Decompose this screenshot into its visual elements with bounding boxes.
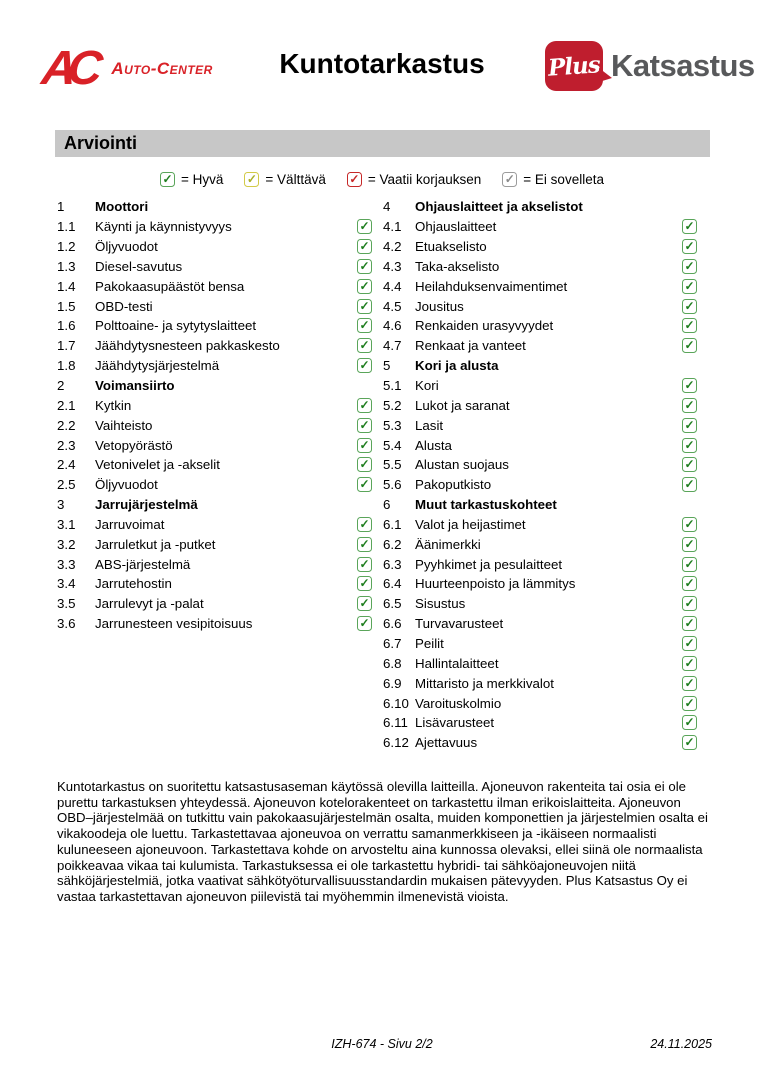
- item-number: 2.4: [57, 457, 76, 473]
- check-icon: ✓: [684, 616, 695, 631]
- item-label: ABS-järjestelmä: [95, 556, 191, 572]
- item-label: Jarruletkut ja -putket: [95, 536, 216, 552]
- checklist-item-row: [383, 634, 697, 654]
- item-number: 3.2: [57, 536, 76, 552]
- item-label: Jarruvoimat: [95, 516, 165, 532]
- item-number: 6.1: [383, 516, 402, 532]
- check-icon: ✓: [684, 219, 695, 234]
- check-icon: ✓: [684, 635, 695, 650]
- status-checkbox-good: [357, 398, 372, 413]
- checklist-item-row: [57, 574, 372, 594]
- section-header-row: [383, 356, 697, 376]
- status-checkbox-good: [357, 537, 372, 552]
- item-label: Jäähdytysnesteen pakkaskesto: [95, 338, 280, 354]
- item-label: Vaihteisto: [95, 417, 153, 433]
- status-checkbox-good: [357, 239, 372, 254]
- status-checkbox-good: [682, 279, 697, 294]
- checklist-item-row: [57, 475, 372, 495]
- section-header-row: [57, 376, 372, 396]
- check-icon: ✓: [684, 576, 695, 591]
- checklist-item-row: [383, 515, 697, 535]
- checklist-column-right: [383, 197, 697, 753]
- status-checkbox-good: [682, 259, 697, 274]
- status-checkbox-good: [682, 299, 697, 314]
- item-label: Kori: [415, 378, 439, 394]
- item-label: OBD-testi: [95, 298, 153, 314]
- checklist-item-row: [383, 554, 697, 574]
- item-number: 3.4: [57, 576, 76, 592]
- checklist-item-row: [57, 237, 372, 257]
- item-number: 5.6: [383, 477, 402, 493]
- checklist-item-row: [383, 693, 697, 713]
- item-label: Jousitus: [415, 298, 464, 314]
- checklist-item-row: [57, 594, 372, 614]
- item-label: Renkaiden urasyvyydet: [415, 318, 554, 334]
- check-icon: ✓: [684, 735, 695, 750]
- check-icon: ✓: [349, 171, 360, 186]
- checklist-item-row: [383, 276, 697, 296]
- check-icon: ✓: [684, 655, 695, 670]
- item-label: Turvavarusteet: [415, 616, 504, 632]
- check-icon: ✓: [359, 437, 370, 452]
- item-label: Moottori: [95, 199, 149, 215]
- check-icon: ✓: [359, 596, 370, 611]
- checklist-item-row: [383, 415, 697, 435]
- check-icon: ✓: [359, 556, 370, 571]
- status-checkbox-good: [357, 596, 372, 611]
- check-icon: ✓: [359, 576, 370, 591]
- section-header-row: [57, 495, 372, 515]
- item-label: Heilahduksenvaimentimet: [415, 278, 568, 294]
- checklist-item-row: [383, 713, 697, 733]
- status-checkbox-good: [357, 219, 372, 234]
- item-label: Huurteenpoisto ja lämmitys: [415, 576, 576, 592]
- check-icon: ✓: [684, 596, 695, 611]
- checklist-item-row: [383, 217, 697, 237]
- check-icon: ✓: [684, 397, 695, 412]
- status-checkbox-good: [357, 318, 372, 333]
- checklist-item-row: [57, 395, 372, 415]
- checklist-item-row: [383, 296, 697, 316]
- check-icon: ✓: [504, 171, 515, 186]
- item-label: Renkaat ja vanteet: [415, 338, 526, 354]
- status-checkbox-good: [682, 338, 697, 353]
- checklist-item-row: [383, 435, 697, 455]
- item-label: Ajettavuus: [415, 735, 478, 751]
- item-label: Taka-akselisto: [415, 258, 500, 274]
- plus-badge-text: Plus: [547, 50, 601, 82]
- check-icon: ✓: [359, 457, 370, 472]
- status-checkbox-good: [682, 557, 697, 572]
- status-checkbox-good: [682, 239, 697, 254]
- checklist-item-row: [57, 356, 372, 376]
- status-checkbox-good: [682, 418, 697, 433]
- status-checkbox-good: [682, 596, 697, 611]
- status-checkbox-good: [682, 656, 697, 671]
- item-label: Varoituskolmio: [415, 695, 502, 711]
- item-number: 3: [57, 497, 65, 513]
- checklist-column-left: [57, 197, 372, 634]
- item-number: 2.1: [57, 397, 76, 413]
- item-label: Etuakselisto: [415, 239, 487, 255]
- status-checkbox-na: [502, 172, 517, 187]
- check-icon: ✓: [359, 516, 370, 531]
- item-number: 4: [383, 199, 391, 215]
- section-header-row: [383, 197, 697, 217]
- item-number: 2: [57, 378, 65, 394]
- check-icon: ✓: [359, 298, 370, 313]
- check-icon: ✓: [684, 695, 695, 710]
- item-number: 2.5: [57, 477, 76, 493]
- status-checkbox-good: [357, 259, 372, 274]
- item-number: 1: [57, 199, 65, 215]
- check-icon: ✓: [246, 171, 257, 186]
- item-label: Vetonivelet ja -akselit: [95, 457, 220, 473]
- item-label: Lisävarusteet: [415, 715, 495, 731]
- item-label: Jäähdytysjärjestelmä: [95, 358, 220, 374]
- item-label: Jarrujärjestelmä: [95, 497, 198, 513]
- check-icon: ✓: [684, 338, 695, 353]
- speech-tail-icon: [599, 68, 612, 82]
- status-checkbox-good: [357, 517, 372, 532]
- status-checkbox-good: [160, 172, 175, 187]
- item-number: 6.7: [383, 635, 402, 651]
- status-checkbox-good: [357, 616, 372, 631]
- item-number: 6.3: [383, 556, 402, 572]
- status-checkbox-good: [682, 378, 697, 393]
- check-icon: ✓: [359, 536, 370, 551]
- checklist-item-row: [383, 455, 697, 475]
- check-icon: ✓: [359, 258, 370, 273]
- item-number: 6.2: [383, 536, 402, 552]
- checklist-item-row: [383, 257, 697, 277]
- document-title: Kuntotarkastus: [279, 48, 485, 79]
- status-checkbox-good: [357, 477, 372, 492]
- checklist-item-row: [57, 296, 372, 316]
- checklist-item-row: [383, 653, 697, 673]
- item-number: 1.1: [57, 219, 76, 235]
- legend-item-repair: [347, 172, 481, 187]
- check-icon: ✓: [684, 675, 695, 690]
- check-icon: ✓: [359, 239, 370, 254]
- item-label: Käynti ja käynnistyvyys: [95, 219, 232, 235]
- check-icon: ✓: [359, 278, 370, 293]
- check-icon: ✓: [684, 417, 695, 432]
- item-label: Diesel-savutus: [95, 258, 183, 274]
- checklist-item-row: [383, 395, 697, 415]
- item-label: Alusta: [415, 437, 452, 453]
- item-number: 4.1: [383, 219, 402, 235]
- item-label: Lasit: [415, 417, 444, 433]
- checklist-item-row: [57, 534, 372, 554]
- check-icon: ✓: [684, 457, 695, 472]
- check-icon: ✓: [359, 318, 370, 333]
- item-number: 5.5: [383, 457, 402, 473]
- item-number: 2.2: [57, 417, 76, 433]
- item-label: Jarrulevyt ja -palat: [95, 596, 204, 612]
- checklist-item-row: [57, 415, 372, 435]
- status-checkbox-good: [357, 299, 372, 314]
- item-number: 4.2: [383, 239, 402, 255]
- check-icon: ✓: [684, 239, 695, 254]
- item-label: Ohjauslaitteet: [415, 219, 497, 235]
- item-number: 2.3: [57, 437, 76, 453]
- item-label: Kori ja alusta: [415, 358, 499, 374]
- legend-label: = Hyvä: [181, 171, 224, 187]
- item-label: Jarrunesteen vesipitoisuus: [95, 616, 253, 632]
- item-label: Polttoaine- ja sytytyslaitteet: [95, 318, 257, 334]
- item-label: Vetopyörästö: [95, 437, 173, 453]
- checklist-item-row: [383, 336, 697, 356]
- status-checkbox-good: [682, 676, 697, 691]
- status-checkbox-good: [682, 318, 697, 333]
- legend-label: = Välttävä: [265, 171, 326, 187]
- checklist-item-row: [57, 257, 372, 277]
- item-number: 3.5: [57, 596, 76, 612]
- checklist-item-row: [383, 673, 697, 693]
- item-number: 1.8: [57, 358, 76, 374]
- checklist-item-row: [383, 475, 697, 495]
- checklist-item-row: [383, 316, 697, 336]
- status-checkbox-good: [682, 696, 697, 711]
- item-number: 1.5: [57, 298, 76, 314]
- item-label: Äänimerkki: [415, 536, 481, 552]
- auto-center-name: Auto-Center: [111, 59, 213, 78]
- item-number: 6.9: [383, 675, 402, 691]
- item-label: Pyyhkimet ja pesulaitteet: [415, 556, 563, 572]
- plus-badge: [545, 41, 603, 91]
- disclaimer-text: Kuntotarkastus on suoritettu katsastusaseman käytössä olevilla laitteilla. Ajoneuvon rakenteita tai osia ei ole purettu tarkastuksen yhteydessä. Ajoneuvon kotelorakenteet on tarkastettu ilman erikoislaitteita. Ajoneuvon OBD–järjestelmää on tutkittu vain pakokaasujärjestelmän osalta, muiden komponettien ja järjestelmien osalta ei vikakoodeja ole luettu. Tarkastettavaa ajoneuvoa on verrattu samanmerkkiseen ja -ikäiseen normaalisti kuluneeseen ajoneuvoon. Tarkastettava kohde on arvosteltu aina kunnossa olevaksi, ellei siinä ole normaalista poikkeavaa vikaa tai kulumista. Tarkastuksessa ei ole tarkastettu hybridi- tai sähköajoneuvojen niitä sähköjärjestelmiä, jotka vaativat sähkötyöturvallisuusstandardin mukaisen pätevyyden. Plus Katsastus Oy ei vastaa tarkastettavan ajoneuvon piilevistä tai myöhemmin ilmenevistä vioista.: [57, 779, 708, 904]
- status-checkbox-good: [682, 616, 697, 631]
- check-icon: ✓: [359, 397, 370, 412]
- status-checkbox-good: [682, 457, 697, 472]
- item-number: 1.3: [57, 258, 76, 274]
- item-number: 6.4: [383, 576, 402, 592]
- item-label: Öljyvuodot: [95, 239, 158, 255]
- status-checkbox-good: [357, 279, 372, 294]
- item-number: 4.3: [383, 258, 402, 274]
- item-number: 4.6: [383, 318, 402, 334]
- item-label: Voimansiirto: [95, 378, 175, 394]
- item-number: 4.7: [383, 338, 402, 354]
- section-header-row: [383, 495, 697, 515]
- check-icon: ✓: [359, 417, 370, 432]
- status-checkbox-good: [357, 457, 372, 472]
- item-number: 5.3: [383, 417, 402, 433]
- item-number: 1.6: [57, 318, 76, 334]
- item-number: 6.5: [383, 596, 402, 612]
- item-label: Hallintalaitteet: [415, 655, 499, 671]
- status-checkbox-good: [357, 438, 372, 453]
- item-number: 4.4: [383, 278, 402, 294]
- status-checkbox-good: [682, 576, 697, 591]
- checklist-item-row: [383, 614, 697, 634]
- check-icon: ✓: [684, 516, 695, 531]
- section-header-arviointi: Arviointi: [55, 130, 710, 157]
- checklist-item-row: [57, 614, 372, 634]
- checklist-item-row: [57, 276, 372, 296]
- item-label: Valot ja heijastimet: [415, 516, 526, 532]
- check-icon: ✓: [684, 318, 695, 333]
- check-icon: ✓: [684, 258, 695, 273]
- item-number: 3.3: [57, 556, 76, 572]
- item-number: 5.2: [383, 397, 402, 413]
- status-checkbox-good: [682, 477, 697, 492]
- item-number: 1.7: [57, 338, 76, 354]
- item-number: 5: [383, 358, 391, 374]
- check-icon: ✓: [684, 477, 695, 492]
- check-icon: ✓: [359, 358, 370, 373]
- item-label: Sisustus: [415, 596, 466, 612]
- checklist-item-row: [57, 217, 372, 237]
- item-number: 4.5: [383, 298, 402, 314]
- checklist-item-row: [383, 574, 697, 594]
- status-checkbox-good: [357, 576, 372, 591]
- item-number: 6.6: [383, 616, 402, 632]
- item-label: Pakoputkisto: [415, 477, 492, 493]
- check-icon: ✓: [684, 278, 695, 293]
- katsastus-name: Katsastus: [611, 48, 755, 83]
- section-header-row: [57, 197, 372, 217]
- status-checkbox-repair: [347, 172, 362, 187]
- item-label: Mittaristo ja merkkivalot: [415, 675, 554, 691]
- item-label: Kytkin: [95, 397, 132, 413]
- checklist-item-row: [383, 594, 697, 614]
- item-label: Peilit: [415, 635, 444, 651]
- item-label: Jarrutehostin: [95, 576, 172, 592]
- check-icon: ✓: [684, 536, 695, 551]
- status-checkbox-good: [682, 438, 697, 453]
- item-number: 1.2: [57, 239, 76, 255]
- item-number: 5.1: [383, 378, 402, 394]
- check-icon: ✓: [684, 298, 695, 313]
- status-checkbox-good: [682, 537, 697, 552]
- legend-item-fair: [244, 172, 325, 187]
- status-checkbox-good: [357, 418, 372, 433]
- status-checkbox-good: [357, 557, 372, 572]
- status-checkbox-good: [682, 398, 697, 413]
- item-label: Ohjauslaitteet ja akselistot: [415, 199, 583, 215]
- checklist-item-row: [57, 316, 372, 336]
- item-number: 6.11: [383, 715, 408, 731]
- check-icon: ✓: [359, 477, 370, 492]
- status-checkbox-good: [682, 636, 697, 651]
- item-number: 3.6: [57, 616, 76, 632]
- checklist-item-row: [383, 376, 697, 396]
- item-label: Pakokaasupäästöt bensa: [95, 278, 245, 294]
- status-checkbox-good: [682, 517, 697, 532]
- footer-date: 24.11.2025: [650, 1037, 712, 1051]
- check-icon: ✓: [162, 171, 173, 186]
- check-icon: ✓: [684, 715, 695, 730]
- plus-katsastus-logo: [545, 40, 755, 92]
- check-icon: ✓: [684, 378, 695, 393]
- status-checkbox-good: [682, 219, 697, 234]
- status-checkbox-good: [357, 338, 372, 353]
- checklist-item-row: [383, 237, 697, 257]
- item-label: Öljyvuodot: [95, 477, 158, 493]
- check-icon: ✓: [684, 437, 695, 452]
- checklist-item-row: [57, 554, 372, 574]
- checklist-item-row: [383, 534, 697, 554]
- item-label: Lukot ja saranat: [415, 397, 510, 413]
- checklist-item-row: [57, 336, 372, 356]
- item-label: Muut tarkastuskohteet: [415, 497, 557, 513]
- item-label: Alustan suojaus: [415, 457, 509, 473]
- item-number: 6.12: [383, 735, 409, 751]
- checklist-item-row: [57, 435, 372, 455]
- legend-label: = Ei sovelleta: [523, 171, 604, 187]
- item-number: 3.1: [57, 516, 76, 532]
- status-legend: [0, 169, 764, 189]
- item-number: 6.10: [383, 695, 409, 711]
- legend-label: = Vaatii korjauksen: [367, 171, 482, 187]
- check-icon: ✓: [359, 338, 370, 353]
- legend-item-na: [502, 172, 604, 187]
- checklist-item-row: [57, 515, 372, 535]
- checklist-item-row: [383, 733, 697, 753]
- status-checkbox-good: [682, 715, 697, 730]
- checklist-item-row: [57, 455, 372, 475]
- check-icon: ✓: [684, 556, 695, 571]
- item-number: 5.4: [383, 437, 402, 453]
- check-icon: ✓: [359, 219, 370, 234]
- status-checkbox-fair: [244, 172, 259, 187]
- legend-item-good: [160, 172, 223, 187]
- status-checkbox-good: [357, 358, 372, 373]
- footer-page-info: IZH-674 - Sivu 2/2: [331, 1037, 433, 1051]
- status-checkbox-good: [682, 735, 697, 750]
- item-number: 6: [383, 497, 391, 513]
- ac-monogram: AC: [39, 42, 97, 95]
- check-icon: ✓: [359, 616, 370, 631]
- item-number: 1.4: [57, 278, 76, 294]
- item-number: 6.8: [383, 655, 402, 671]
